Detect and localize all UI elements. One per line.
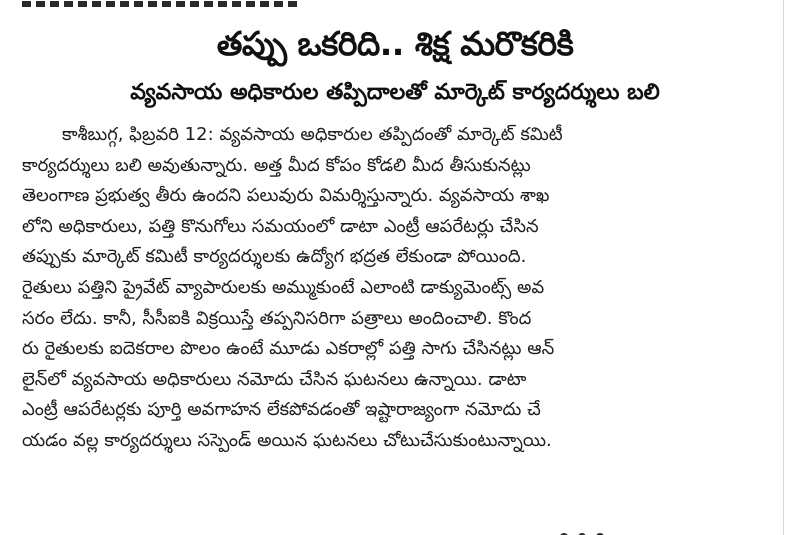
cropped-byline-fragment <box>560 526 670 535</box>
previous-article-fragment <box>22 0 322 8</box>
article-subheadline: వ్యవసాయ అధికారుల తప్పిదాలతో మార్కెట్ కార్యదర్శులు బలి <box>130 80 660 105</box>
body-line: రైతులు పత్తిని ప్రైవేట్ వ్యాపారులకు అమ్ముకుంటే ఎలాంటి డాక్యుమెంట్స్ అవ <box>22 276 545 298</box>
body-line: కాశీబుగ్గ, ఫిబ్రవరి 12: వ్యవసాయ అధికారుల తప్పిదంతో మార్కెట్ కమిటీ <box>62 124 563 145</box>
body-line: కార్యదర్శులు బలి అవుతున్నారు. అత్త మీద కోపం కోడలి మీద తీసుకునట్లు <box>22 154 531 176</box>
body-line: ఎంట్రీ ఆపరేటర్లకు పూర్తి అవగాహన లేకపోవడంతో ఇష్టారాజ్యంగా నమోదు చే <box>22 399 541 421</box>
body-line: రు రైతులకు ఐదెకరాల పొలం ఉంటే మూడు ఎకరాల్లో పత్తి సాగు చేసినట్లు ఆన్ <box>22 338 555 360</box>
body-line: లోని అధికారులు, పత్తి కొనుగోలు సమయంలో డాటా ఎంట్రీ ఆపరేటర్లు చేసిన <box>22 215 539 237</box>
article-headline: తప్పు ఒకరిది.. శిక్ష మరొకరికి <box>216 24 574 63</box>
body-line: సరం లేదు. కానీ, సీసీఐకి విక్రయిస్తే తప్పనిసరిగా పత్రాలు అందించాలి. కొంద <box>22 307 532 329</box>
body-line: యడం వల్ల కార్యదర్శులు సస్పెండ్ అయిన ఘటనలు చోటుచేసుకుంటున్నాయి. <box>22 429 552 451</box>
article-body <box>22 120 722 457</box>
body-line: లైన్‌లో వ్యవసాయ అధికారులు నమోదు చేసిన ఘటనలు ఉన్నాయి. డాటా <box>22 368 527 390</box>
body-line: తప్పుకు మార్కెట్ కమిటీ కార్యదర్శులకు ఉద్యోగ భద్రత లేకుండా పోయింది. <box>22 246 527 268</box>
body-line: తెలంగాణ ప్రభుత్వ తీరు ఉందని పలువురు విమర్శిస్తున్నారు. వ్యవసాయ శాఖ <box>22 185 550 207</box>
